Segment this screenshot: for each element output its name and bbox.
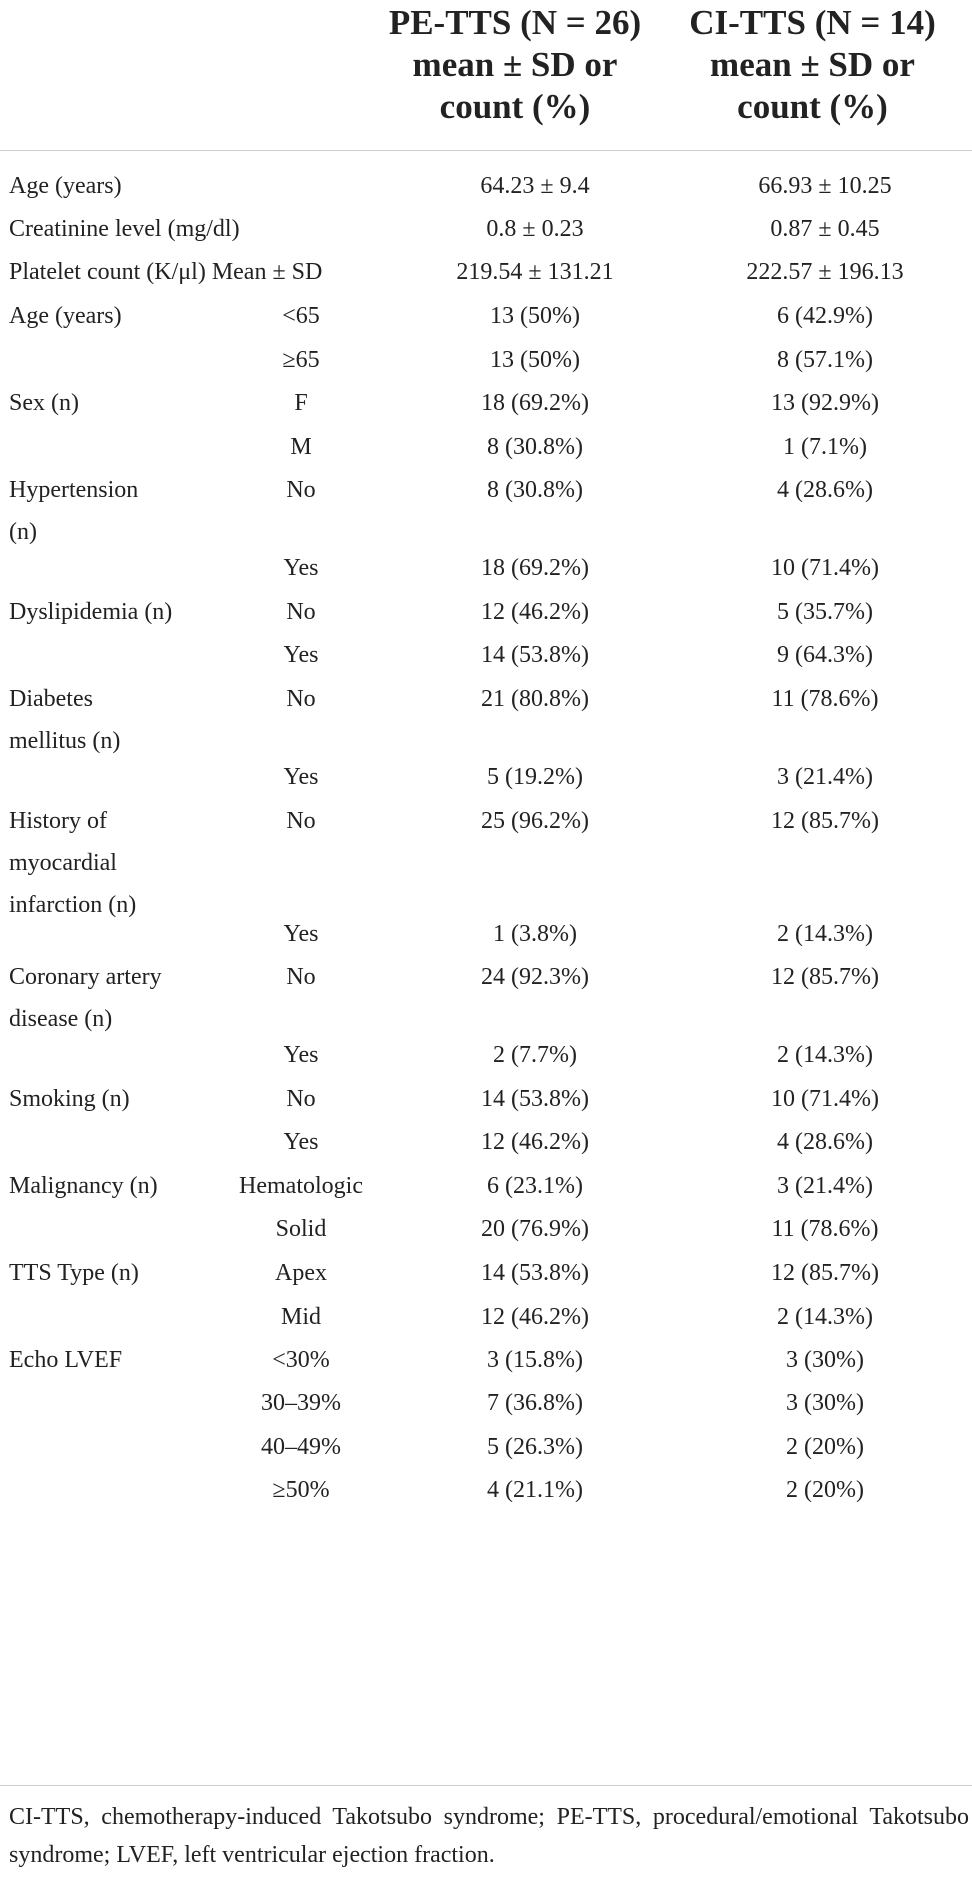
pe-tts-value: 14 (53.8%) xyxy=(481,1086,589,1112)
ci-tts-value: 66.93 ± 10.25 xyxy=(758,173,892,199)
ci-tts-value: 13 (92.9%) xyxy=(771,390,879,416)
pe-tts-value: 24 (92.3%) xyxy=(481,964,589,990)
row-subcategory: 30–39% xyxy=(261,1390,341,1416)
row-label-line: Echo LVEF xyxy=(9,1347,123,1373)
pe-tts-value: 25 (96.2%) xyxy=(481,808,589,834)
pe-tts-value: 13 (50%) xyxy=(490,303,580,329)
ci-tts-value: 12 (85.7%) xyxy=(771,964,879,990)
ci-tts-value: 12 (85.7%) xyxy=(771,1260,879,1286)
ci-tts-value: 3 (21.4%) xyxy=(777,764,873,790)
row-label xyxy=(9,165,259,207)
row-label-line: History of xyxy=(9,808,107,834)
ci-tts-value: 2 (20%) xyxy=(786,1434,864,1460)
row-label-line: Creatinine level (mg/dl) xyxy=(9,216,240,242)
table-row xyxy=(0,1339,972,1382)
row-label-line: myocardial xyxy=(9,850,117,876)
row-label-line: Sex (n) xyxy=(9,390,79,416)
ci-tts-value: 222.57 ± 196.13 xyxy=(746,259,904,285)
pe-tts-value: 8 (30.8%) xyxy=(487,434,583,460)
row-subcategory: <30% xyxy=(272,1347,330,1373)
row-subcategory: Apex xyxy=(275,1260,327,1286)
ci-tts-value: 10 (71.4%) xyxy=(771,555,879,581)
ci-tts-value: 6 (42.9%) xyxy=(777,303,873,329)
row-subcategory: <65 xyxy=(282,303,320,329)
ci-tts-value: 11 (78.6%) xyxy=(771,686,879,712)
footer-divider xyxy=(0,1785,972,1786)
row-label xyxy=(9,251,389,293)
ci-tts-value: 9 (64.3%) xyxy=(777,642,873,668)
row-subcategory: No xyxy=(286,1086,316,1112)
table-row xyxy=(0,956,972,1034)
table-row xyxy=(0,1034,972,1078)
ci-tts-value: 2 (20%) xyxy=(786,1477,864,1503)
pe-tts-value: 14 (53.8%) xyxy=(481,1260,589,1286)
table-row xyxy=(0,339,972,382)
table-row xyxy=(0,1469,972,1513)
table-row xyxy=(0,591,972,634)
header-divider xyxy=(0,150,972,151)
header-pe-line: count (%) xyxy=(439,87,591,126)
table-footnote: CI-TTS, chemotherapy-induced Takotsubo syndrome; PE-TTS, procedural/emotional Takotsubo syndrome; LVEF, left ventricular ejection fraction. xyxy=(9,1804,969,1868)
pe-tts-value: 21 (80.8%) xyxy=(481,686,589,712)
row-label-line: Dyslipidemia (n) xyxy=(9,599,173,625)
header-ci-tts xyxy=(660,2,965,128)
table-row xyxy=(0,800,972,918)
table-row xyxy=(0,1078,972,1121)
ci-tts-value: 3 (30%) xyxy=(786,1390,864,1416)
table-row xyxy=(0,382,972,426)
table-header xyxy=(0,0,972,150)
ci-tts-value: 12 (85.7%) xyxy=(771,808,879,834)
ci-tts-value: 4 (28.6%) xyxy=(777,477,873,503)
row-subcategory: M xyxy=(290,434,312,460)
ci-tts-value: 2 (14.3%) xyxy=(777,1042,873,1068)
table-row xyxy=(0,547,972,591)
table-row xyxy=(0,426,972,469)
pe-tts-value: 13 (50%) xyxy=(490,347,580,373)
ci-tts-value: 2 (14.3%) xyxy=(777,1304,873,1330)
row-subcategory: F xyxy=(294,390,308,416)
table-row xyxy=(0,295,972,339)
table-row xyxy=(0,469,972,547)
pe-tts-value: 14 (53.8%) xyxy=(481,642,589,668)
row-label-line: Age (years) xyxy=(9,173,122,199)
pe-tts-value: 18 (69.2%) xyxy=(481,390,589,416)
pe-tts-value: 18 (69.2%) xyxy=(481,555,589,581)
table-row xyxy=(0,1296,972,1339)
table-row xyxy=(0,913,972,956)
table-row xyxy=(0,1165,972,1208)
table-row xyxy=(0,634,972,678)
row-label-line: Coronary artery xyxy=(9,964,162,990)
table-body xyxy=(0,165,972,1513)
pe-tts-value: 8 (30.8%) xyxy=(487,477,583,503)
table-row xyxy=(0,1426,972,1469)
row-subcategory: Yes xyxy=(283,555,319,581)
pe-tts-value: 6 (23.1%) xyxy=(487,1173,583,1199)
row-subcategory: No xyxy=(286,599,316,625)
row-subcategory: ≥65 xyxy=(282,347,320,373)
pe-tts-value: 20 (76.9%) xyxy=(481,1216,589,1242)
row-label-line: Age (years) xyxy=(9,303,122,329)
row-subcategory: Solid xyxy=(275,1216,327,1242)
row-subcategory: No xyxy=(286,964,316,990)
row-subcategory: Hematologic xyxy=(239,1173,363,1199)
row-label-line: Platelet count (K/μl) Mean ± SD xyxy=(9,259,323,285)
row-subcategory: 40–49% xyxy=(261,1434,341,1460)
row-label-line: TTS Type (n) xyxy=(9,1260,139,1286)
row-label-line: (n) xyxy=(9,519,37,545)
pe-tts-value: 5 (26.3%) xyxy=(487,1434,583,1460)
table-row xyxy=(0,1208,972,1252)
row-subcategory: No xyxy=(286,808,316,834)
ci-tts-value: 11 (78.6%) xyxy=(771,1216,879,1242)
row-subcategory: Yes xyxy=(283,642,319,668)
row-subcategory: Yes xyxy=(283,764,319,790)
ci-tts-value: 3 (21.4%) xyxy=(777,1173,873,1199)
pe-tts-value: 12 (46.2%) xyxy=(481,1129,589,1155)
pe-tts-value: 12 (46.2%) xyxy=(481,1304,589,1330)
row-subcategory: No xyxy=(286,686,316,712)
pe-tts-value: 64.23 ± 9.4 xyxy=(480,173,590,199)
ci-tts-value: 8 (57.1%) xyxy=(777,347,873,373)
row-label-line: Hypertension xyxy=(9,477,139,503)
table-row xyxy=(0,208,972,251)
pe-tts-value: 0.8 ± 0.23 xyxy=(486,216,584,242)
table-row xyxy=(0,1382,972,1426)
pe-tts-value: 2 (7.7%) xyxy=(493,1042,577,1068)
pe-tts-value: 219.54 ± 131.21 xyxy=(456,259,614,285)
pe-tts-value: 12 (46.2%) xyxy=(481,599,589,625)
ci-tts-value: 4 (28.6%) xyxy=(777,1129,873,1155)
table-row xyxy=(0,1252,972,1296)
row-label-line: Smoking (n) xyxy=(9,1086,130,1112)
table-row xyxy=(0,251,972,295)
row-subcategory: ≥50% xyxy=(272,1477,330,1503)
ci-tts-value: 0.87 ± 0.45 xyxy=(770,216,880,242)
row-subcategory: No xyxy=(286,477,316,503)
pe-tts-value: 1 (3.8%) xyxy=(493,921,577,947)
pe-tts-value: 4 (21.1%) xyxy=(487,1477,583,1503)
header-pe-line: mean ± SD or xyxy=(412,45,618,84)
row-label-line: infarction (n) xyxy=(9,892,137,918)
ci-tts-value: 10 (71.4%) xyxy=(771,1086,879,1112)
header-pe-line: PE-TTS (N = 26) xyxy=(388,3,642,42)
header-ci-line: CI-TTS (N = 14) xyxy=(689,3,936,42)
row-label-line: mellitus (n) xyxy=(9,728,121,754)
header-ci-line: mean ± SD or xyxy=(710,45,915,84)
table-row xyxy=(0,756,972,800)
row-subcategory: Mid xyxy=(280,1304,321,1330)
row-label xyxy=(9,208,389,250)
row-label-line: Malignancy (n) xyxy=(9,1173,158,1199)
row-subcategory: Yes xyxy=(283,1042,319,1068)
ci-tts-value: 2 (14.3%) xyxy=(777,921,873,947)
ci-tts-value: 3 (30%) xyxy=(786,1347,864,1373)
table-row xyxy=(0,1121,972,1165)
ci-tts-value: 5 (35.7%) xyxy=(777,599,873,625)
row-subcategory: Yes xyxy=(283,921,319,947)
pe-tts-value: 3 (15.8%) xyxy=(487,1347,583,1373)
table-row xyxy=(0,678,972,756)
header-pe-tts xyxy=(355,2,675,128)
table-row xyxy=(0,165,972,208)
header-ci-line: count (%) xyxy=(737,87,888,126)
row-label-line: disease (n) xyxy=(9,1006,113,1032)
pe-tts-value: 7 (36.8%) xyxy=(487,1390,583,1416)
row-subcategory: Yes xyxy=(283,1129,319,1155)
pe-tts-value: 5 (19.2%) xyxy=(487,764,583,790)
ci-tts-value: 1 (7.1%) xyxy=(783,434,867,460)
row-label-line: Diabetes xyxy=(9,686,93,712)
